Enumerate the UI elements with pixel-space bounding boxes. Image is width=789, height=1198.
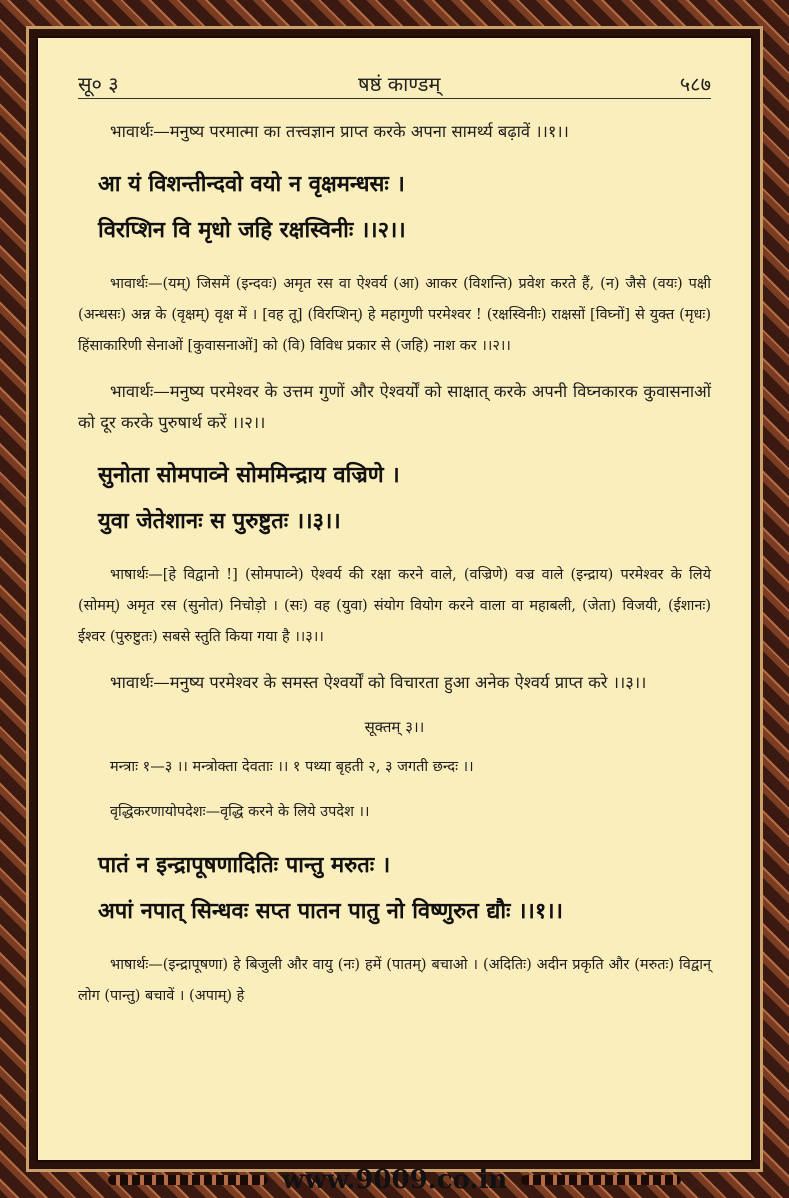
page-content (78, 116, 711, 1026)
sukta-number: सू० ३ (78, 71, 119, 96)
book-page (36, 36, 753, 1162)
commentary-paragraph: वृद्धिकरणायोपदेशः—वृद्धि करने के लिये उपदेश ।। (110, 804, 370, 820)
page-header (78, 68, 711, 99)
sukta-heading: सूक्तम् ३।। (364, 718, 425, 736)
commentary-paragraph: भाषार्थः—(इन्द्रापूषणा) हे बिजुली और वायु (नः) हमें (पातम्) बचाओ । (अदितिः) अदीन प्रकृति और (मरुतः) विद्वान् लोग (पान्तु) बचावें । (अपाम्) हे (78, 957, 711, 1004)
mantra-line: अपां नपात् सिन्धवः सप्त पातन पातु नो विष्णुरुत द्यौः ।।१।। (98, 898, 563, 924)
mantra-line: युवा जेतेशानः स पुरुष्टुतः ।।३।। (98, 508, 341, 534)
commentary-paragraph: भाषार्थः—[हे विद्वानो !] (सोमपाव्ने) ऐश्वर्य की रक्षा करने वाले, (वज्रिणे) वज्र वाले (इन्द्राय) परमेश्वर के लिये (सोमम्) अमृत रस (सुनोत) निचोड़ो । (सः) वह (युवा) संयोग वियोग करने वाला वा महाबली, (जेता) विजयी, (ईशानः) ईश्वर (पुरुष्टुतः) सबसे स्तुति किया गया है ।।३।। (78, 567, 711, 645)
mantra-line: विरप्शिन वि मृधो जहि रक्षस्विनीः ।।२।। (98, 217, 406, 243)
commentary-paragraph: भावार्थः—मनुष्य परमात्मा का तत्त्वज्ञान प्राप्त करके अपना सामर्थ्य बढ़ावें ।।१।। (110, 122, 569, 141)
commentary-paragraph: भावार्थः—मनुष्य परमेश्वर के उत्तम गुणों और ऐश्वर्यों को साक्षात् करके अपनी विघ्नकारक कुवासनाओं को दूर करके पुरुषार्थ करें ।।२।। (78, 382, 711, 432)
footer (0, 1162, 789, 1198)
page-number: ५८७ (679, 71, 711, 96)
mantra-verse (78, 842, 711, 934)
mantra-line: सुनोता सोमपाव्ने सोममिन्द्राय वज्रिणे । (98, 462, 400, 488)
footer-ornament-left (108, 1175, 268, 1185)
mantra-verse (78, 452, 711, 544)
commentary-paragraph: भावार्थः—मनुष्य परमेश्वर के समस्त ऐश्वर्यों को विचारता हुआ अनेक ऐश्वर्य प्राप्त करे ।।३।। (110, 673, 647, 692)
mantra-verse (78, 161, 711, 253)
chapter-title: षष्ठं काण्डम् (358, 71, 441, 96)
footer-ornament-right (521, 1175, 681, 1185)
mantra-line: पातं न इन्द्रापूषणादितिः पान्तु मरुतः । (98, 852, 391, 878)
commentary-paragraph: मन्त्राः १—३ ।। मन्त्रोक्ता देवताः ।। १ पथ्या बृहती २, ३ जगती छन्दः ।। (110, 759, 474, 775)
mantra-line: आ यं विशन्तीन्दवो वयो न वृक्षमन्धसः । (98, 171, 405, 197)
website-url: www.9009.co.in (281, 1165, 508, 1195)
commentary-paragraph: भावार्थः—(यम्) जिसमें (इन्दवः) अमृत रस वा ऐश्वर्य (आ) आकर (विशन्ति) प्रवेश करते हैं, (न) जैसे (वयः) पक्षी (अन्धसः) अन्न के (वृक्षम्) वृक्ष में । [वह तू] (विरप्शिन्) हे महागुणी परमेश्वर ! (रक्षस्विनीः) राक्षसों [विघ्नों] से युक्त (मृधः) हिंसाकारिणी सेनाओं [कुवासनाओं] को (वि) विविध प्रकार से (जहि) नाश कर ।।२।। (78, 276, 711, 354)
